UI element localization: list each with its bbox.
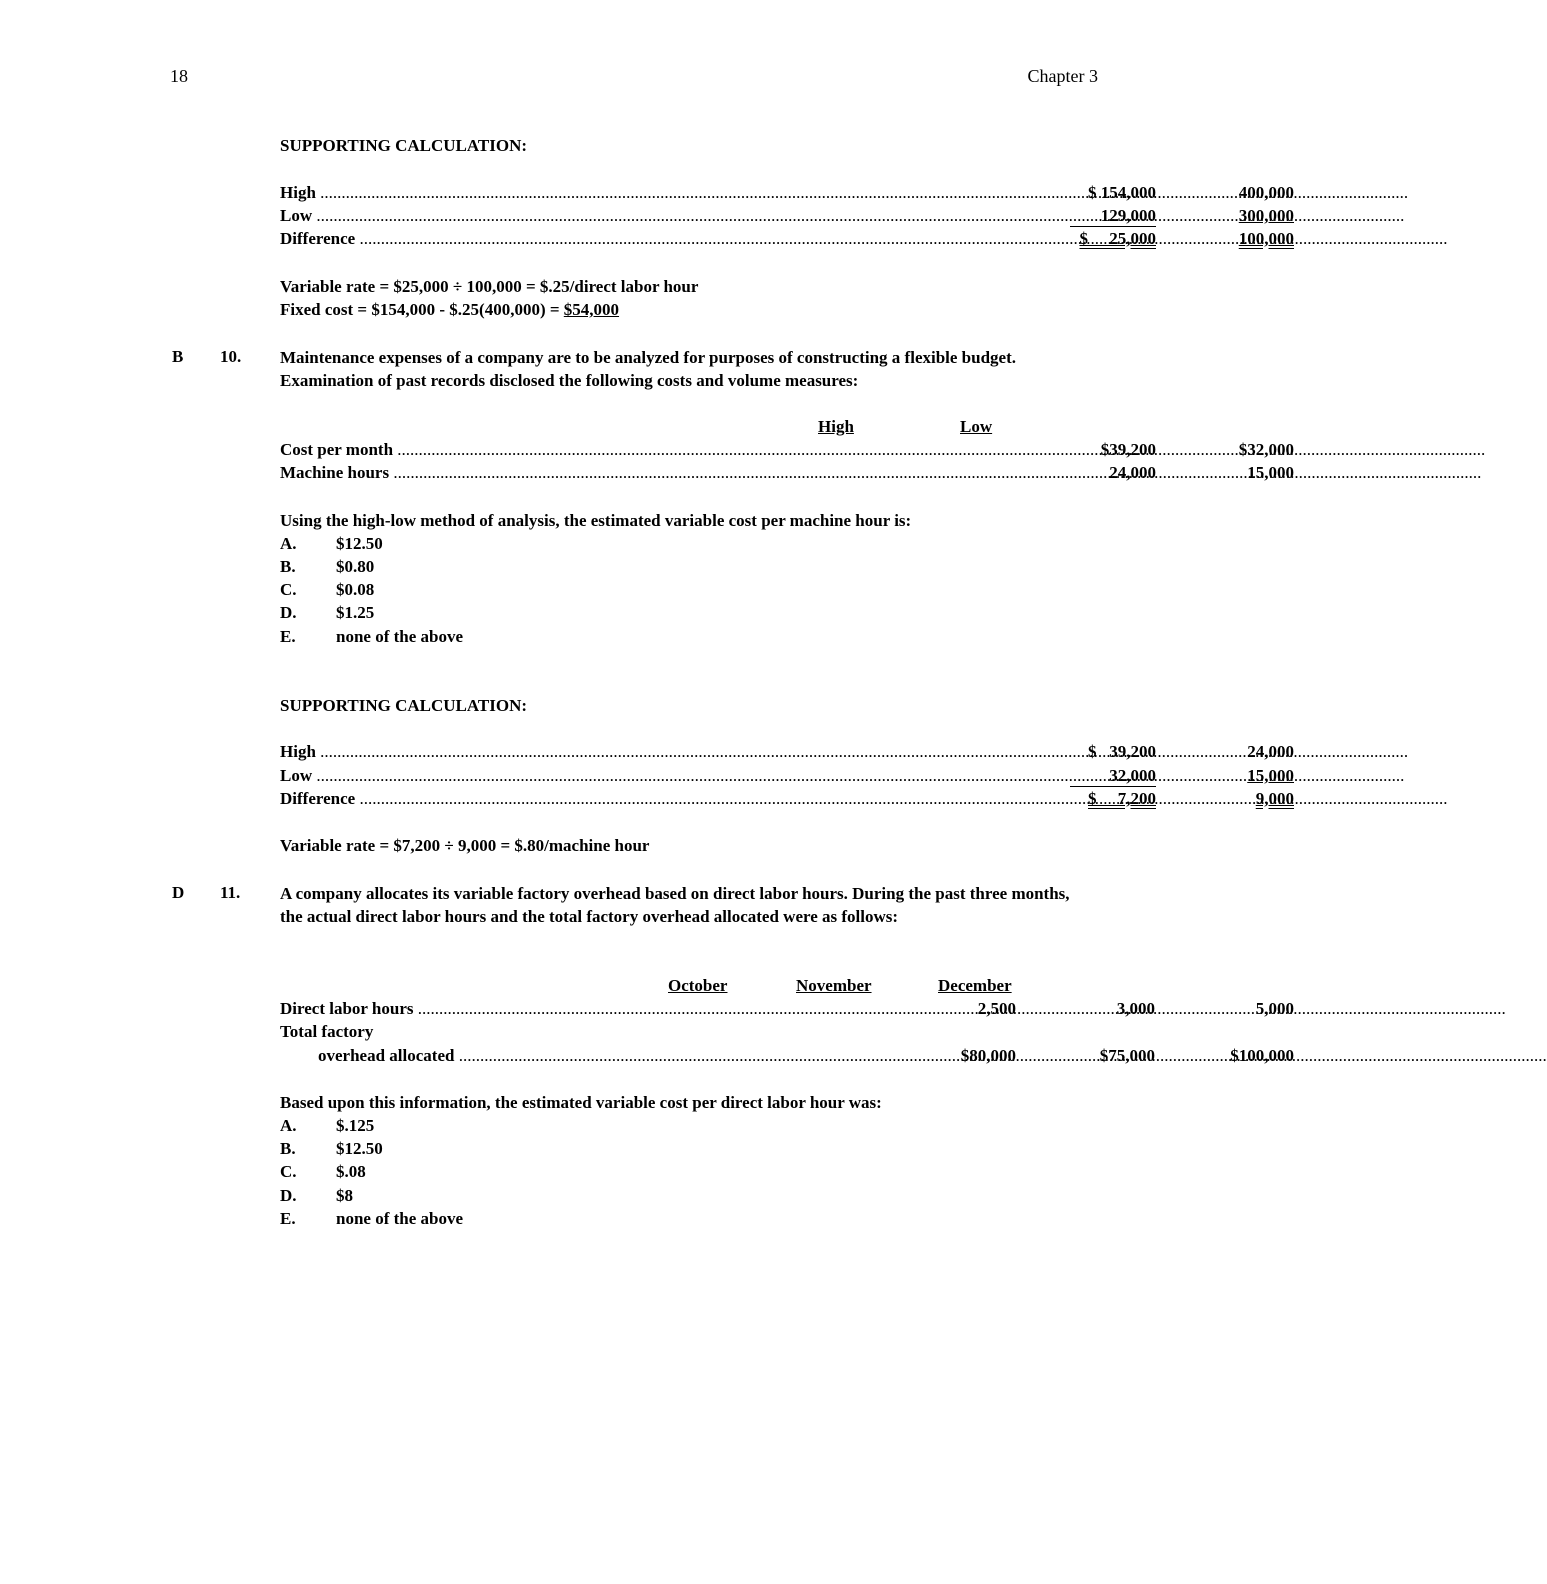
option-c[interactable]: C. $0.08 bbox=[280, 580, 375, 599]
row-label: High ..... bbox=[280, 183, 742, 203]
hours-value: 400,000 bbox=[1238, 183, 1294, 202]
option-d[interactable]: D. $8 bbox=[280, 1186, 353, 1205]
row-label: Direct labor hours ..... bbox=[280, 999, 614, 1019]
cost-value: 32,000 bbox=[1070, 766, 1156, 787]
option-e[interactable]: E. none of the above bbox=[280, 1209, 464, 1228]
row-label: Cost per month ..... bbox=[280, 440, 742, 460]
calc1-row-high bbox=[280, 183, 1294, 207]
option-e[interactable]: E. none of the above bbox=[280, 627, 464, 646]
page-number: 18 bbox=[170, 66, 188, 86]
cost-value: $ 39,200 bbox=[1088, 742, 1156, 761]
cost-value: $ 154,000 bbox=[1088, 183, 1156, 202]
calc1-row-low bbox=[280, 206, 1294, 230]
col-header-october: October bbox=[668, 976, 728, 995]
calc2-row-high bbox=[280, 742, 1294, 766]
answer-letter-q10: B bbox=[172, 347, 184, 366]
hours-value: 100,000 bbox=[1238, 229, 1294, 248]
row-label: Difference ..... bbox=[280, 229, 742, 249]
hours-value: 15,000 bbox=[1247, 766, 1294, 785]
option-c[interactable]: C. $.08 bbox=[280, 1162, 366, 1181]
hours-value: 9,000 bbox=[1255, 789, 1294, 808]
option-d[interactable]: D. $1.25 bbox=[280, 603, 375, 622]
cost-value: $ 25,000 bbox=[1079, 229, 1156, 248]
row-label: Difference ..... bbox=[280, 789, 742, 809]
high-value: $39,200 bbox=[1100, 440, 1156, 459]
december-value: 5,000 bbox=[1255, 999, 1294, 1018]
q10-row-machine-hours bbox=[280, 463, 1294, 487]
cost-value: $ 7,200 bbox=[1088, 789, 1156, 808]
hours-value: 300,000 bbox=[1238, 206, 1294, 225]
question-number-q11: 11. bbox=[220, 883, 241, 902]
option-b[interactable]: B. $12.50 bbox=[280, 1139, 383, 1158]
calc1-row-difference bbox=[280, 229, 1294, 253]
col-header-low: Low bbox=[960, 417, 993, 436]
hours-value: 24,000 bbox=[1247, 742, 1294, 761]
row-label: Low ..... bbox=[280, 206, 742, 226]
col-header-november: November bbox=[796, 976, 872, 995]
col-header-december: December bbox=[938, 976, 1012, 995]
high-value: 24,000 bbox=[1109, 463, 1156, 482]
question-prompt-q10: Using the high-low method of analysis, the estimated variable cost per machine hour is: bbox=[280, 511, 912, 530]
q11-row-overhead-allocated bbox=[280, 1046, 1294, 1070]
option-a[interactable]: A. $.125 bbox=[280, 1116, 375, 1135]
chapter-label: Chapter 3 bbox=[1027, 66, 1098, 86]
supporting-calculation-heading: SUPPORTING CALCULATION: bbox=[280, 136, 528, 155]
low-value: $32,000 bbox=[1238, 440, 1294, 459]
october-value: 2,500 bbox=[977, 999, 1016, 1018]
q11-row-direct-labor-hours bbox=[280, 999, 1294, 1023]
fixed-cost-prefix: Fixed cost = $154,000 - $.25(400,000) = bbox=[280, 300, 564, 319]
col-header-high: High bbox=[818, 417, 854, 436]
question-text-q11: A company allocates its variable factory overhead based on direct labor hours. During the past three months, the actual direct labor hours and the total factory overhead allocated were as follows: bbox=[280, 884, 1070, 926]
november-value: $75,000 bbox=[1099, 1046, 1155, 1065]
calc2-row-difference bbox=[280, 789, 1294, 813]
option-a[interactable]: A. $12.50 bbox=[280, 534, 383, 553]
december-value: $100,000 bbox=[1230, 1046, 1294, 1065]
question-text-q10: Maintenance expenses of a company are to be analyzed for purposes of constructing a flexible budget. Examination of past records disclosed the following costs and volume measures: bbox=[280, 348, 1017, 390]
november-value: 3,000 bbox=[1116, 999, 1155, 1018]
variable-rate-text: Variable rate = $7,200 ÷ 9,000 = $.80/machine hour bbox=[280, 836, 650, 855]
question-prompt-q11: Based upon this information, the estimated variable cost per direct labor hour was: bbox=[280, 1093, 882, 1112]
low-value: 15,000 bbox=[1247, 463, 1294, 482]
row-label: High ..... bbox=[280, 742, 742, 762]
supporting-calculation-heading: SUPPORTING CALCULATION: bbox=[280, 696, 528, 715]
fixed-cost-text bbox=[280, 300, 619, 320]
calc2-row-low bbox=[280, 766, 1294, 790]
q10-row-cost bbox=[280, 440, 1294, 464]
row-label: Machine hours ..... bbox=[280, 463, 742, 483]
variable-rate-text: Variable rate = $25,000 ÷ 100,000 = $.25/direct labor hour bbox=[280, 277, 699, 296]
answer-letter-q11: D bbox=[172, 883, 185, 902]
row-label: overhead allocated ..... bbox=[318, 1046, 614, 1066]
option-b[interactable]: B. $0.80 bbox=[280, 557, 375, 576]
cost-value: 129,000 bbox=[1070, 206, 1156, 227]
question-number-q10: 10. bbox=[220, 347, 242, 366]
fixed-cost-result: $54,000 bbox=[563, 300, 620, 319]
row-label: Low ..... bbox=[280, 766, 742, 786]
october-value: $80,000 bbox=[960, 1046, 1016, 1065]
total-factory-label: Total factory bbox=[280, 1022, 374, 1041]
